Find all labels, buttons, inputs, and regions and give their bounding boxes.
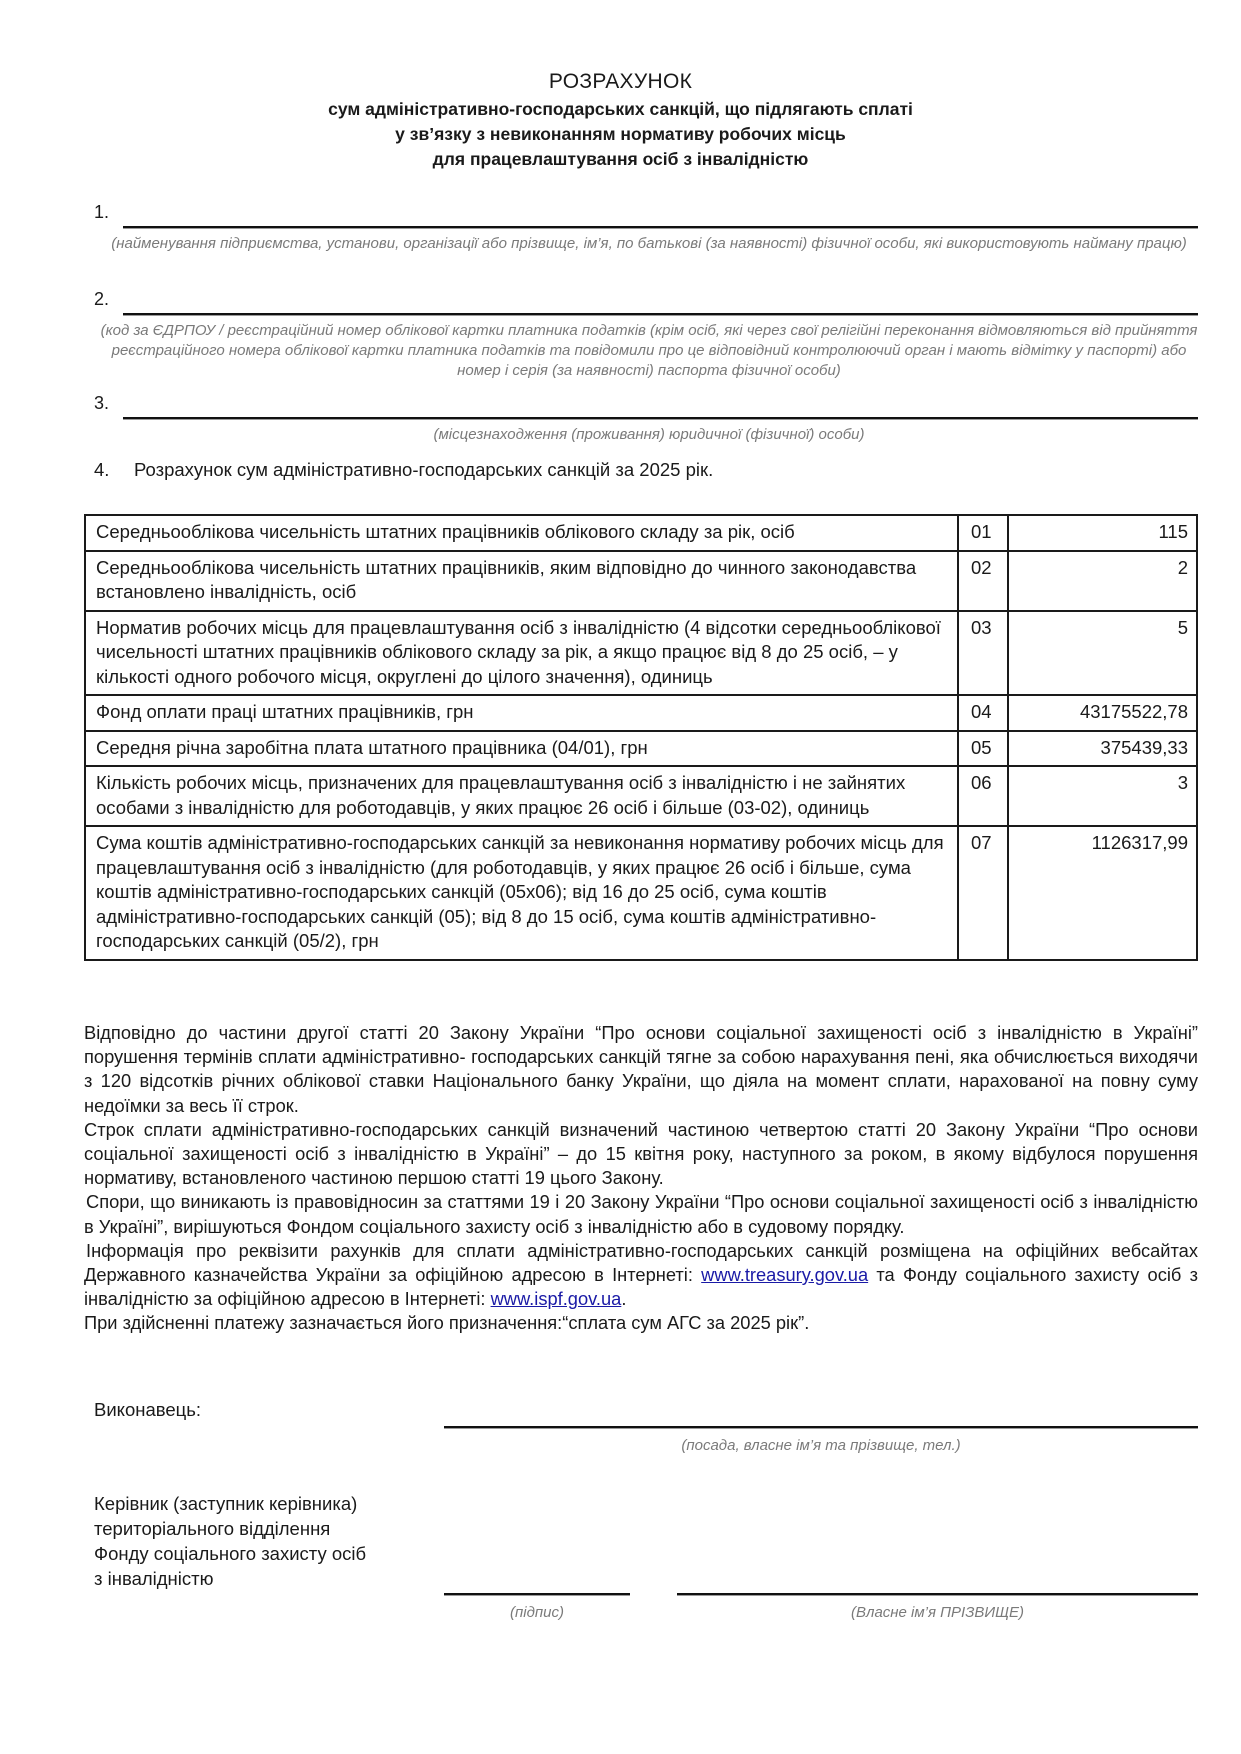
head-name-field[interactable] (677, 1570, 1198, 1594)
row-description: Фонд оплати праці штатних працівників, грн (85, 695, 958, 731)
note-account-info-text-1: Інформація про реквізити рахунків для сплати адміністративно-господарських санкцій розміщена на офіційних вебсайтах Державного казначейства України за офіційною адресою в Інтернеті: (84, 1239, 1198, 1286)
section-4-number: 4. (94, 459, 110, 480)
ispf-link[interactable]: www.ispf.gov.ua (490, 1288, 622, 1310)
field-2-number: 2. (94, 289, 110, 309)
section-4-heading (94, 459, 713, 481)
taxpayer-code-field[interactable] (123, 287, 1198, 313)
head-label-line-2: територіального відділення (94, 1518, 331, 1539)
legal-notes (84, 1021, 1198, 1336)
row-code: 04 (958, 695, 1008, 731)
organization-name-field[interactable] (123, 200, 1198, 226)
head-name-underline (677, 1593, 1198, 1596)
row-value: 1126317,99 (1008, 826, 1197, 960)
sanctions-calculation-table (84, 514, 1198, 961)
field-1-hint: (найменування підприємства, установи, організації або прізвище, ім’я, по батькові (за наявності) фізичної особи, які використовують найману працю) (111, 235, 1187, 252)
field-3-number: 3. (94, 393, 110, 413)
row-code: 06 (958, 766, 1008, 826)
row-value: 2 (1008, 551, 1197, 611)
row-code: 03 (958, 611, 1008, 696)
head-label-line-1: Керівник (заступник керівника) (94, 1493, 358, 1514)
note-payment-deadline: Строк сплати адміністративно-господарських санкцій визначений частиною четвертою статті 20 Закону України “Про основи соціальної захищеності осіб з інвалідністю в Україні” – до 15 квітня року, наступного за роком, в якому відбулося порушення нормативу, встановленого частиною першою статті 19 цього Закону. (84, 1118, 1198, 1189)
row-description: Кількість робочих місць, призначених для працевлаштування осіб з інвалідністю і не зайнятих особами з інвалідністю для роботодавців, у яких працює 26 осіб і більше (03-02), одиниць (85, 766, 958, 826)
document-subtitle-line-1: сум адміністративно-господарських санкцій, що підлягають сплаті (328, 99, 913, 119)
field-1-underline (123, 226, 1198, 229)
signature-hint: (підпис) (510, 1604, 564, 1621)
row-value: 43175522,78 (1008, 695, 1197, 731)
row-description: Середньооблікова чисельність штатних працівників облікового складу за рік, осіб (85, 515, 958, 551)
note-account-info (84, 1239, 1198, 1312)
head-label-line-3: Фонду соціального захисту осіб (94, 1543, 367, 1564)
section-4-text: Розрахунок сум адміністративно-господарських санкцій за 2025 рік. (134, 459, 714, 480)
row-description: Норматив робочих місць для працевлаштування осіб з інвалідністю (4 відсотки середньооблікової чисельності штатних працівників облікового складу за рік, а якщо працює від 8 до 25 осіб, – у кількості одного робочого місця, округлені до цілого значення), одиниць (85, 611, 958, 696)
treasury-link[interactable]: www.treasury.gov.ua (701, 1264, 869, 1286)
row-value: 375439,33 (1008, 731, 1197, 767)
document-title: РОЗРАХУНОК (548, 70, 693, 93)
note-payment-purpose: При здійсненні платежу зазначається його призначення:“сплата сум АГС за 2025 рік”. (84, 1312, 810, 1334)
table-row (85, 695, 1197, 731)
address-field[interactable] (123, 391, 1198, 417)
signature-field[interactable] (444, 1570, 630, 1594)
executor-hint: (посада, власне ім’я та прізвище, тел.) (681, 1437, 961, 1454)
note-account-info-text-2: та Фонду соціального захисту осіб з інвалідністю за офіційною адресою в Інтернеті: (84, 1264, 1198, 1310)
row-value: 115 (1008, 515, 1197, 551)
row-description: Середньооблікова чисельність штатних працівників, яким відповідно до чинного законодавства встановлено інвалідність, осіб (85, 551, 958, 611)
table-row (85, 731, 1197, 767)
head-name-hint: (Власне ім’я ПРІЗВИЩЕ) (850, 1604, 1025, 1621)
row-code: 01 (958, 515, 1008, 551)
row-value: 5 (1008, 611, 1197, 696)
note-disputes: Спори, що виникають із правовідносин за статтями 19 і 20 Закону України “Про основи соціальної захищеності осіб з інвалідністю в Україні”, вирішуються Фондом соціального захисту осіб з інвалідністю або в судовому порядку. (84, 1191, 1198, 1237)
document-subtitle-line-2: у зв’язку з невиконанням нормативу робочих місць (395, 124, 846, 144)
row-description: Сума коштів адміністративно-господарських санкцій за невиконання нормативу робочих місць для працевлаштування осіб з інвалідністю (для роботодавців, у яких працює 26 осіб і більше, сума коштів адміністративно-господарських санкцій (05х06); від 16 до 25 осіб, сума коштів адміністративно-господарських санкцій (05); від 8 до 15 осіб, сума коштів адміністративно-господарських санкцій (05/2), грн (85, 826, 958, 960)
executor-field[interactable] (444, 1400, 1198, 1424)
signature-underline (444, 1593, 630, 1596)
note-account-info-text-3: . (621, 1288, 627, 1310)
field-1-number: 1. (94, 202, 110, 222)
row-code: 05 (958, 731, 1008, 767)
row-code: 07 (958, 826, 1008, 960)
note-penalty: Відповідно до частини другої статті 20 Закону України “Про основи соціальної захищеності осіб з інвалідністю в Україні” порушення термінів сплати адміністративно- господарських санкцій тягне за собою нарахування пені, яка обчислюється виходячи з 120 відсотків річних облікової ставки Національного банку України, що діяла на момент сплати, нарахованої на повну суму недоїмки за весь її строк. (84, 1022, 1198, 1116)
field-2-hint: (код за ЄДРПОУ / реєстраційний номер облікової картки платника податків (крім осіб, які через свої релігійні переконання відмовляються від прийняття реєстраційного номера облікової картки платника податків та повідомили про це відповідний контролюючий орган і мають відмітку у паспорті) або номер і серія (за наявності) паспорта фізичної особи) (100, 322, 1198, 379)
executor-underline (444, 1426, 1198, 1429)
head-label-line-4: з інвалідністю (94, 1568, 214, 1589)
field-3-hint: (місцезнаходження (проживання) юридичної (фізичної) особи) (433, 426, 865, 443)
field-3-underline (123, 417, 1198, 420)
executor-label: Виконавець: (94, 1399, 202, 1420)
table-row (85, 766, 1197, 826)
table-row (85, 826, 1197, 960)
table-row (85, 611, 1197, 696)
field-2-underline (123, 313, 1198, 316)
row-code: 02 (958, 551, 1008, 611)
row-description: Середня річна заробітна плата штатного працівника (04/01), грн (85, 731, 958, 767)
document-subtitle-line-3: для працевлаштування осіб з інвалідністю (432, 149, 809, 169)
table-row (85, 551, 1197, 611)
row-value: 3 (1008, 766, 1197, 826)
table-row (85, 515, 1197, 551)
